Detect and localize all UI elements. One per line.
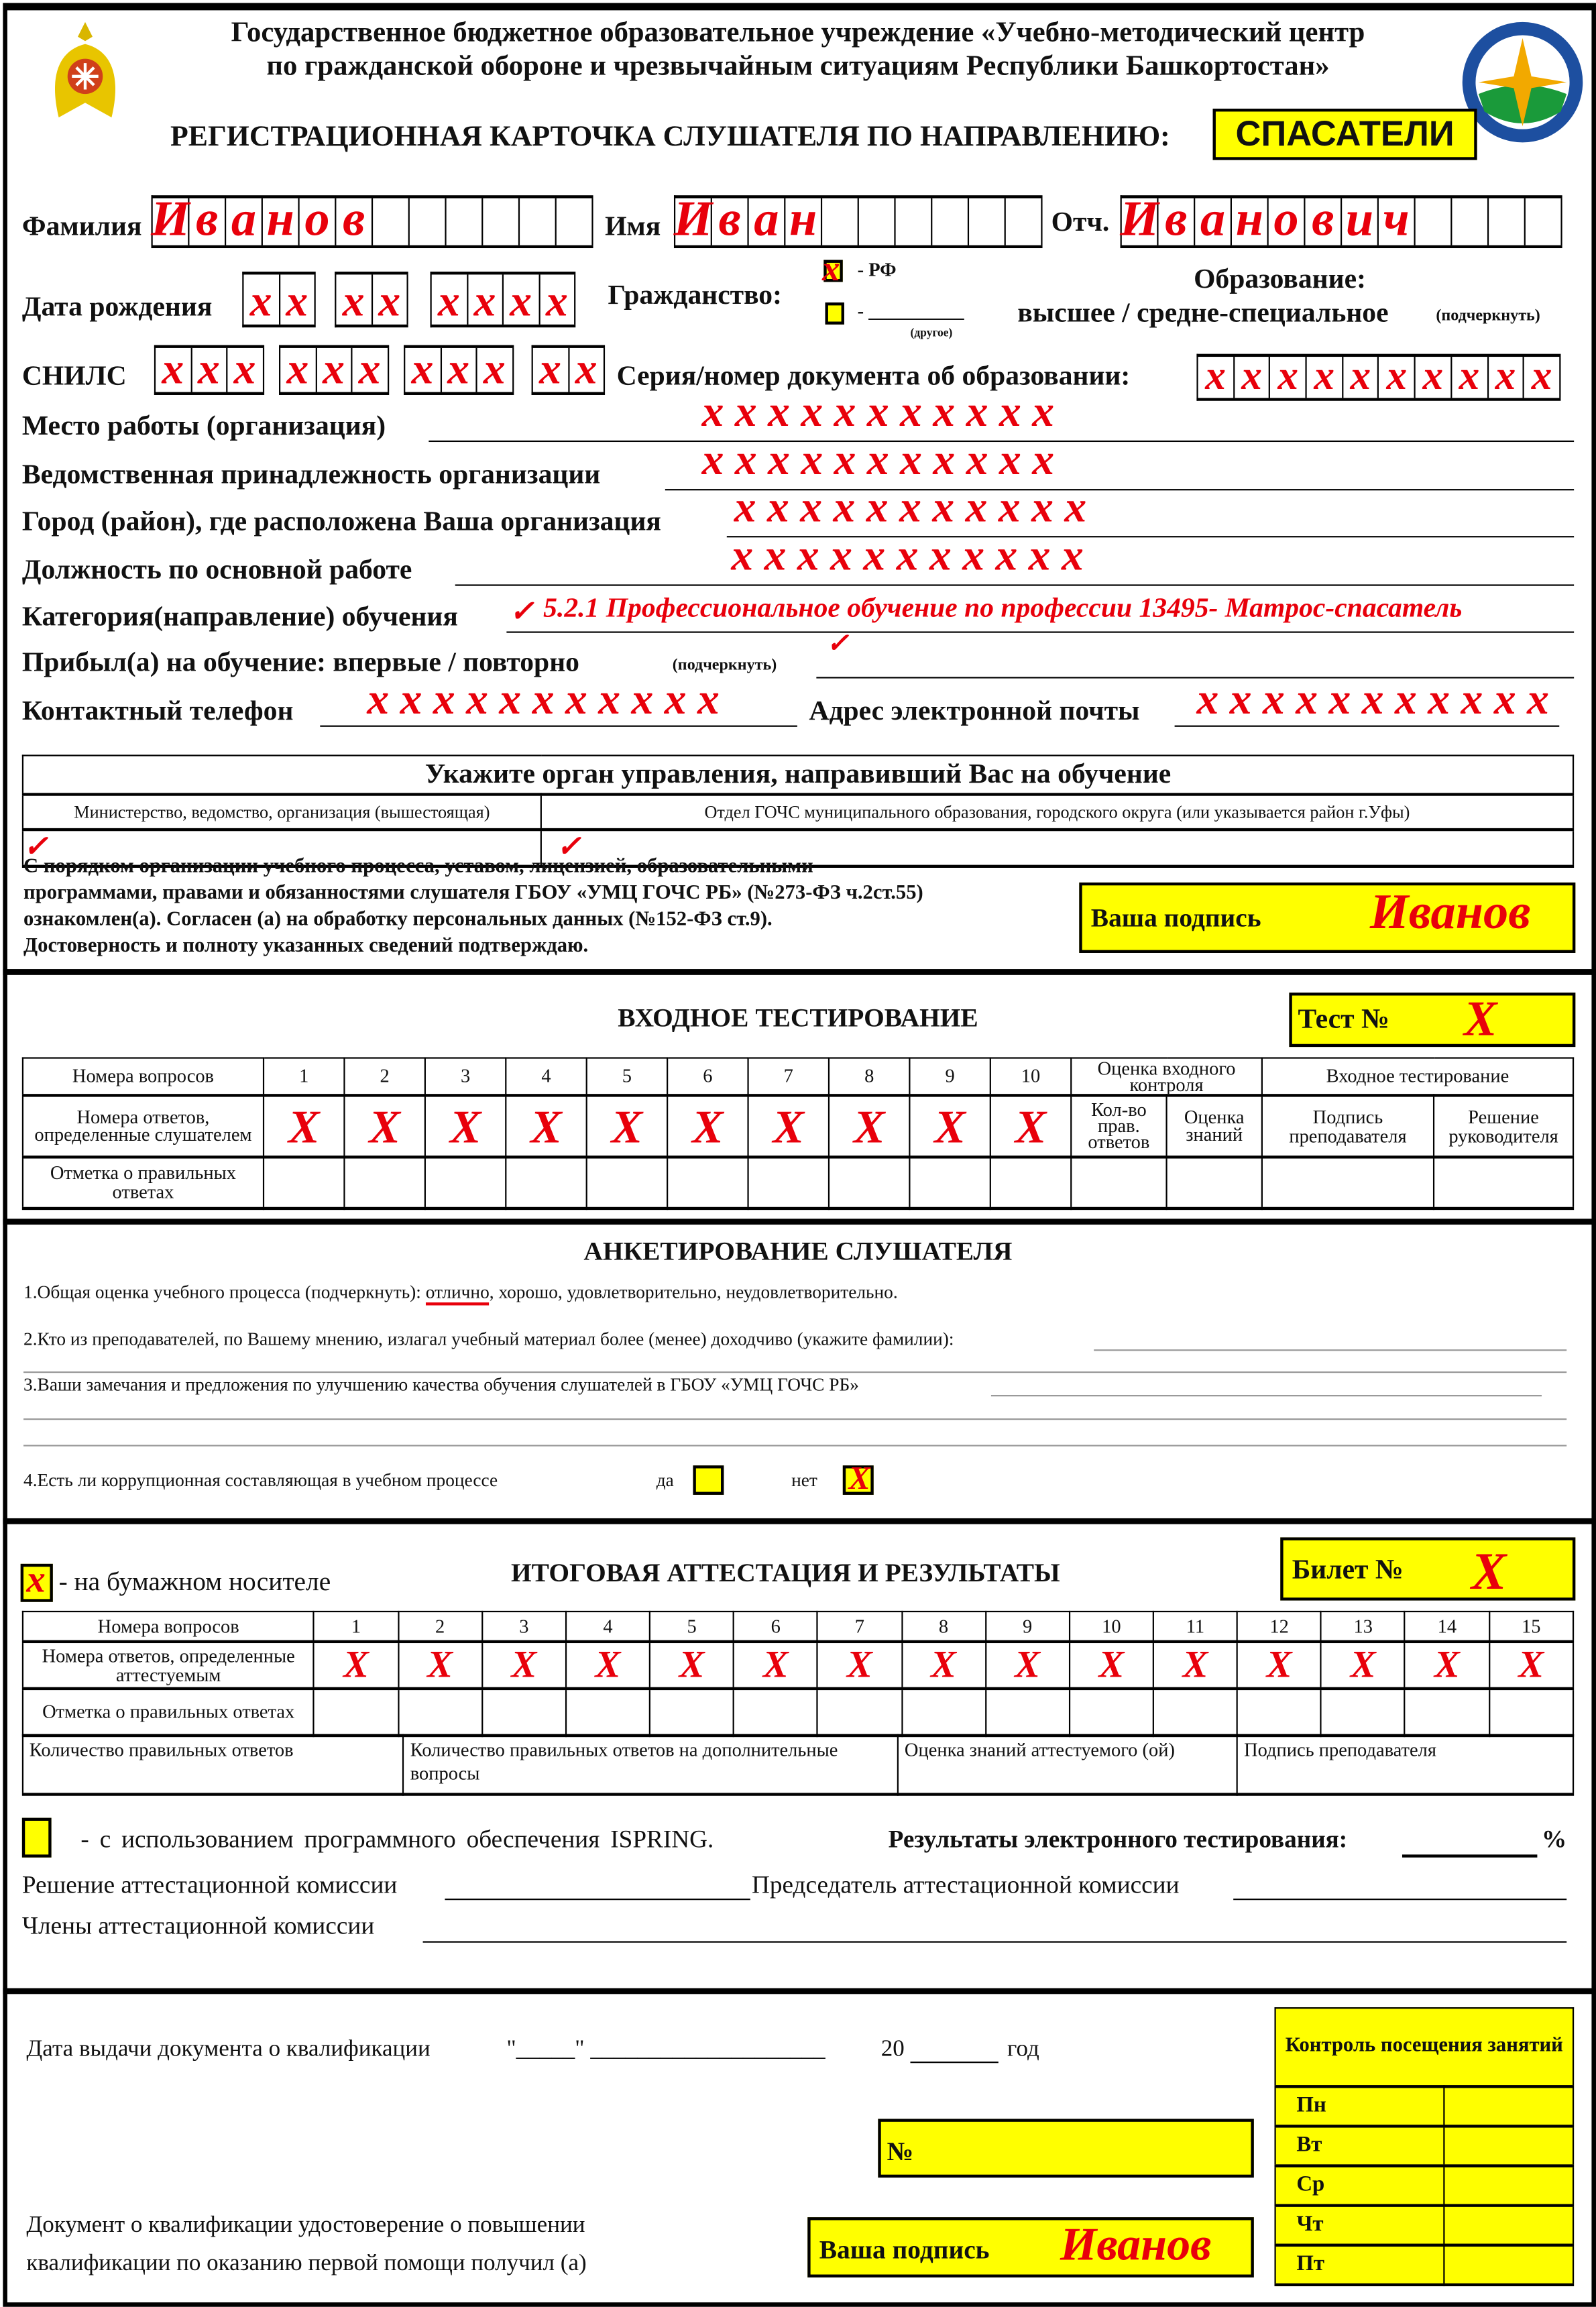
row-label-marks: Отметка о правильных ответах [23, 1688, 315, 1735]
consent-line: Достоверность и полноту указанных сведений подтверждаю. [23, 935, 589, 958]
category-check: ✓ [509, 596, 534, 629]
surname-letter-cell[interactable]: в [189, 199, 226, 245]
answer-cell[interactable]: X [482, 1641, 566, 1688]
consent-line: ознакомлен(а). Согласен (а) на обработку персональных данных (№152-ФЗ ст.9). [23, 909, 773, 932]
survey-q1-options: , хорошо, удовлетворительно, неудовлетворительно. [489, 1282, 898, 1303]
authority-title: Укажите орган управления, направивший Вас на обучение [23, 755, 1573, 793]
answer-cell[interactable]: X [1153, 1641, 1237, 1688]
section-divider [3, 1219, 1596, 1225]
answer-cell[interactable]: X [566, 1641, 650, 1688]
question-number: 7 [817, 1612, 901, 1641]
birth-date-cell[interactable]: x [243, 274, 280, 324]
signature-box[interactable] [1079, 883, 1575, 953]
snils-cell[interactable]: x [352, 348, 388, 392]
edu-doc-cell[interactable]: x [1343, 357, 1379, 398]
survey-q2-answer-line[interactable] [23, 1371, 1566, 1373]
education-note: (подчеркнуть) [1436, 306, 1540, 325]
summary-cell[interactable]: Подпись преподавателя [1237, 1735, 1573, 1794]
position-value[interactable]: x x x x x x x x x x x [731, 531, 1084, 580]
citizenship-other-checkbox[interactable] [825, 302, 844, 325]
mark-cell[interactable] [264, 1156, 344, 1208]
mark-cell[interactable] [986, 1688, 1070, 1735]
survey-q2-answer[interactable] [1094, 1349, 1566, 1351]
mark-cell[interactable] [1262, 1156, 1434, 1208]
summary-cell[interactable]: Количество правильных ответов на дополнительные вопросы [404, 1735, 898, 1794]
direction-badge: СПАСАТЕЛИ [1213, 109, 1477, 160]
patronymic-letter-cell[interactable]: в [1159, 199, 1196, 245]
attendance-title: Контроль посещения занятий [1275, 2008, 1573, 2086]
question-number: 12 [1237, 1612, 1321, 1641]
answer-cell[interactable]: X [1405, 1641, 1489, 1688]
head-decision-header: Решение руководителя [1434, 1094, 1573, 1156]
email-underline [1175, 726, 1560, 727]
entry-test-table [22, 1057, 1574, 1209]
phone-label: Контактный телефон [21, 695, 294, 727]
authority-check1[interactable]: ✓ [23, 831, 48, 864]
citizenship-other-field[interactable]: - __________ [857, 299, 964, 322]
question-number: 4 [566, 1612, 650, 1641]
mark-cell[interactable] [667, 1156, 748, 1208]
mark-cell[interactable] [650, 1688, 734, 1735]
answer-cell[interactable]: X [986, 1641, 1070, 1688]
surname-letter-cell[interactable]: в [336, 199, 373, 245]
edu-doc-cell[interactable]: x [1488, 357, 1524, 398]
paper-label: - на бумажном носителе [58, 1567, 331, 1596]
ticket-number-label: Билет № [1292, 1555, 1404, 1586]
work-value[interactable]: x x x x x x x x x x x [701, 388, 1055, 437]
umc-logo-icon [1458, 17, 1587, 147]
attendance-mark-cell[interactable] [1444, 2205, 1573, 2245]
answer-cell[interactable]: X [314, 1641, 398, 1688]
answer-cell[interactable]: X [344, 1094, 424, 1156]
category-label: Категория(направление) обучения [21, 602, 458, 633]
test-number-box[interactable] [1289, 993, 1575, 1047]
summary-cell[interactable]: Оценка знаний аттестуемого (ой) [898, 1735, 1237, 1794]
answer-cell[interactable]: X [734, 1641, 817, 1688]
birth-date-cell[interactable]: x [467, 274, 504, 324]
authority-table [22, 754, 1574, 866]
answer-cell[interactable]: X [1237, 1641, 1321, 1688]
snils-cell[interactable]: x [533, 348, 569, 392]
consent-text [23, 854, 923, 960]
patronymic-letter-cell[interactable]: а [1195, 199, 1232, 245]
document-number-box[interactable] [878, 2119, 1254, 2178]
phone-value[interactable]: x x x x x x x x x x x [367, 675, 720, 724]
surname-letter-cell[interactable]: н [263, 199, 300, 245]
edu-doc-cell[interactable]: x [1235, 357, 1271, 398]
received-line2: квалификации по оказанию первой помощи получил (а) [26, 2251, 587, 2276]
issue-year-field[interactable] [910, 2062, 998, 2063]
row-label-answers: Номера ответов, определенные аттестуемым [23, 1641, 315, 1688]
results-percent: % [1541, 1825, 1567, 1854]
mark-cell[interactable] [829, 1156, 909, 1208]
patronymic-label: Отч. [1051, 207, 1110, 238]
survey-q1 [23, 1282, 898, 1304]
answer-cell[interactable]: X [1321, 1641, 1405, 1688]
question-number: 1 [314, 1612, 398, 1641]
members-field[interactable] [423, 1942, 1567, 1943]
authority-check2[interactable]: ✓ [556, 831, 581, 864]
mark-cell[interactable] [734, 1688, 817, 1735]
ispring-checkbox[interactable] [22, 1818, 52, 1858]
issue-signature-value: Иванов [1060, 2217, 1212, 2270]
patronymic-letter-cell[interactable]: в [1305, 199, 1342, 245]
survey-yes-label: да [656, 1469, 674, 1491]
surname-field[interactable] [151, 192, 593, 248]
mark-cell[interactable] [990, 1156, 1071, 1208]
correct-count-header: Кол-во прав. ответов [1071, 1094, 1166, 1156]
question-number: 2 [398, 1612, 482, 1641]
answer-cell[interactable]: X [748, 1094, 829, 1156]
attendance-table [1274, 2007, 1574, 2286]
question-number: 8 [901, 1612, 985, 1641]
mark-cell[interactable] [1434, 1156, 1573, 1208]
surname-letter-cell[interactable]: И [151, 192, 190, 247]
dept-value[interactable]: x x x x x x x x x x x [701, 436, 1055, 485]
question-number: 3 [425, 1058, 506, 1095]
patronymic-letter-cell[interactable]: И [1120, 192, 1159, 247]
survey-q3-answer-line[interactable] [23, 1418, 1566, 1420]
birth-date-cell[interactable]: x [540, 274, 576, 324]
mark-cell[interactable] [1070, 1688, 1153, 1735]
phone-underline [320, 726, 797, 727]
education-label: Образование: [1194, 264, 1366, 296]
eval-header: Оценка входного контроля [1071, 1058, 1262, 1095]
issue-signature-box[interactable] [807, 2217, 1254, 2277]
name-letter-cell[interactable]: н [785, 199, 822, 245]
birth-date-cell[interactable]: x [504, 274, 540, 324]
patronymic-letter-cell[interactable]: о [1269, 199, 1306, 245]
question-number: 10 [1070, 1612, 1153, 1641]
patronymic-letter-cell[interactable] [1416, 199, 1452, 245]
issue-year-suffix: год [1007, 2036, 1039, 2062]
surname-letter-cell[interactable] [447, 199, 483, 245]
position-label: Должность по основной работе [21, 555, 412, 586]
snils-group[interactable] [532, 345, 605, 395]
consent-line: программами, правами и обязанностями слушателя ГБОУ «УМЦ ГОЧС РБ» (№273-ФЗ ч.2ст.55) [23, 882, 923, 905]
issue-signature-label: Ваша подпись [819, 2235, 990, 2265]
patronymic-letter-cell[interactable]: ч [1379, 199, 1416, 245]
arrived-note: (подчеркнуть) [672, 656, 777, 674]
survey-q4: 4.Есть ли коррупционная составляющая в учебном процессе [23, 1469, 498, 1491]
issue-year-prefix: 20 [880, 2036, 905, 2062]
birth-date-cell[interactable]: x [336, 274, 372, 324]
grade-header: Оценка знаний [1167, 1094, 1262, 1156]
mark-cell[interactable] [344, 1156, 424, 1208]
question-number: 6 [667, 1058, 748, 1095]
surname-label: Фамилия [21, 211, 142, 243]
section-divider [3, 1988, 1596, 1994]
attendance-mark-cell[interactable] [1444, 2165, 1573, 2204]
received-line1: Документ о квалификации удостоверение о повышении [26, 2212, 585, 2238]
edu-doc-label: Серия/номер документа об образовании: [616, 361, 1131, 392]
row-label-questions: Номера вопросов [23, 1612, 315, 1641]
edu-doc-cell[interactable]: x [1271, 357, 1307, 398]
final-summary-table [22, 1734, 1574, 1795]
name-letter-cell[interactable]: И [673, 192, 713, 247]
issue-date-field[interactable]: "_____" ____________________ [506, 2036, 825, 2062]
answer-cell[interactable]: X [650, 1641, 734, 1688]
survey-no-label: нет [791, 1469, 817, 1491]
edu-doc-cell[interactable]: x [1198, 357, 1235, 398]
authority-col2: Отдел ГОЧС муниципального образования, городского округа (или указывается район г.Уфы) [541, 793, 1573, 829]
name-letter-cell[interactable]: а [749, 199, 786, 245]
answer-cell[interactable]: X [909, 1094, 990, 1156]
citizenship-rf-mark: x [822, 251, 840, 290]
question-number: 6 [734, 1612, 817, 1641]
attendance-day: Чт [1275, 2205, 1444, 2245]
mark-cell[interactable] [1321, 1688, 1405, 1735]
edu-doc-cell[interactable]: x [1416, 357, 1452, 398]
row-label-marks: Отметка о правильных ответах [23, 1156, 264, 1208]
row-label-questions: Номера вопросов [23, 1058, 264, 1095]
members-label: Члены аттестационной комиссии [21, 1911, 375, 1940]
snils-group[interactable] [279, 345, 388, 395]
attendance-day: Вт [1275, 2125, 1444, 2165]
surname-letter-cell[interactable] [373, 199, 410, 245]
question-number: 4 [506, 1058, 586, 1095]
survey-q2: 2.Кто из преподавателей, по Вашему мнению, излагал учебный материал более (менее) доходчиво (укажите фамилии): [23, 1329, 954, 1350]
answer-cell[interactable]: X [506, 1094, 586, 1156]
mark-cell[interactable] [909, 1156, 990, 1208]
name-letter-cell[interactable]: в [712, 199, 749, 245]
issue-date-label: Дата выдачи документа о квалификации [26, 2036, 431, 2062]
birth-date-cell[interactable]: x [372, 274, 408, 324]
survey-no-checkbox[interactable] [843, 1459, 874, 1497]
name-letter-cell[interactable] [822, 199, 859, 245]
question-number: 11 [1153, 1612, 1237, 1641]
birth-date-group[interactable] [335, 272, 408, 327]
question-number: 13 [1321, 1612, 1405, 1641]
answer-cell[interactable]: X [901, 1641, 985, 1688]
snils-cell[interactable]: x [441, 348, 477, 392]
education-options[interactable]: высшее / средне-специальное [1017, 298, 1389, 329]
results-label: Результаты электронного тестирования: [888, 1825, 1348, 1854]
surname-letter-cell[interactable] [483, 199, 520, 245]
survey-yes-checkbox[interactable] [693, 1465, 724, 1495]
attendance-mark-cell[interactable] [1444, 2086, 1573, 2125]
surname-letter-cell[interactable] [520, 199, 557, 245]
mark-cell[interactable] [506, 1156, 586, 1208]
question-number: 10 [990, 1058, 1071, 1095]
final-title: ИТОГОВАЯ АТТЕСТАЦИЯ И РЕЗУЛЬТАТЫ [510, 1558, 1060, 1587]
patronymic-letter-cell[interactable]: и [1342, 199, 1379, 245]
edu-doc-field[interactable] [1196, 354, 1560, 401]
question-number: 9 [986, 1612, 1070, 1641]
mark-cell[interactable] [1489, 1688, 1573, 1735]
question-number: 5 [587, 1058, 667, 1095]
question-number: 1 [264, 1058, 344, 1095]
test-header: Входное тестирование [1262, 1058, 1573, 1095]
question-number: 14 [1405, 1612, 1489, 1641]
edu-doc-cell[interactable]: x [1307, 357, 1343, 398]
question-number: 7 [748, 1058, 829, 1095]
snils-cell[interactable]: x [317, 348, 353, 392]
citizenship-rf-label: - РФ [857, 258, 897, 281]
question-number: 3 [482, 1612, 566, 1641]
survey-q3-answer[interactable] [991, 1395, 1542, 1396]
section-divider [3, 969, 1596, 975]
test-number-label: Тест № [1298, 1004, 1389, 1035]
attendance-mark-cell[interactable] [1444, 2125, 1573, 2165]
section-divider [3, 1518, 1596, 1524]
question-number: 15 [1489, 1612, 1573, 1641]
name-letter-cell[interactable] [969, 199, 1006, 245]
surname-letter-cell[interactable] [410, 199, 447, 245]
row-label-answers: Номера ответов, определенные слушателем [23, 1094, 264, 1156]
answer-cell[interactable]: X [1489, 1641, 1573, 1688]
mark-cell[interactable] [587, 1156, 667, 1208]
authority-col1: Министерство, ведомство, организация (вышестоящая) [23, 793, 541, 829]
mark-cell[interactable] [314, 1688, 398, 1735]
test-number-value: X [1463, 993, 1497, 1048]
attendance-day: Пт [1275, 2245, 1444, 2284]
patronymic-letter-cell[interactable] [1452, 199, 1489, 245]
chair-label: Председатель аттестационной комиссии [752, 1870, 1180, 1899]
results-field[interactable] [1402, 1854, 1537, 1857]
category-underline [506, 631, 1574, 632]
surname-letter-cell[interactable] [557, 199, 593, 245]
question-number: 2 [344, 1058, 424, 1095]
citizenship-label: Гражданство: [608, 280, 782, 312]
email-label: Адрес электронной почты [809, 695, 1140, 727]
dept-label: Ведомственная принадлежность организации [21, 459, 601, 491]
survey-title: АНКЕТИРОВАНИЕ СЛУШАТЕЛЯ [583, 1236, 1013, 1266]
snils-cell[interactable]: x [156, 348, 192, 392]
card-title: РЕГИСТРАЦИОННАЯ КАРТОЧКА СЛУШАТЕЛЯ ПО НАПРАВЛЕНИЮ: [170, 120, 1170, 153]
snils-group[interactable] [404, 345, 513, 395]
birth-date-cell[interactable]: x [280, 274, 316, 324]
attendance-day: Пн [1275, 2086, 1444, 2125]
work-label: Место работы (организация) [21, 411, 386, 443]
institution-name-line2: по гражданской обороне и чрезвычайным ситуациям Республики Башкортостан» [266, 51, 1330, 82]
city-label: Город (район), где расположена Ваша организация [21, 506, 661, 538]
survey-q3: 3.Ваши замечания и предложения по улучшению качества обучения слушателей в ГБОУ «УМЦ ГОЧС РБ» [23, 1374, 859, 1396]
summary-cell[interactable]: Количество правильных ответов [23, 1735, 404, 1794]
arrived-label: Прибыл(а) на обучение: впервые / повторно [21, 647, 579, 679]
paper-checkbox[interactable] [21, 1558, 53, 1602]
edu-doc-cell[interactable]: x [1379, 357, 1416, 398]
answer-cell[interactable]: X [587, 1094, 667, 1156]
surname-letter-cell[interactable]: а [226, 199, 263, 245]
mark-cell[interactable] [1071, 1156, 1166, 1208]
ticket-number-box[interactable] [1280, 1537, 1575, 1600]
question-number: 9 [909, 1058, 990, 1095]
ispring-label: - с использованием программного обеспечения ISPRING. [80, 1825, 714, 1854]
patronymic-letter-cell[interactable]: н [1232, 199, 1269, 245]
patronymic-field[interactable] [1120, 192, 1562, 248]
institution-name-line1: Государственное бюджетное образовательное учреждение «Учебно-методический центр [231, 17, 1365, 49]
position-underline [455, 584, 1574, 585]
survey-q3-answer-line[interactable] [23, 1445, 1566, 1446]
answer-cell[interactable]: X [667, 1094, 748, 1156]
category-value[interactable]: 5.2.1 Профессиональное обучение по профессии 13495- Матрос-спасатель [543, 593, 1463, 624]
survey-q1-selected[interactable]: отлично [426, 1282, 490, 1305]
citizenship-rf-checkbox[interactable] [822, 251, 842, 290]
mark-cell[interactable] [901, 1688, 985, 1735]
patronymic-letter-cell[interactable] [1489, 199, 1526, 245]
final-test-table [22, 1611, 1574, 1736]
snils-cell[interactable]: x [280, 348, 317, 392]
birth-date-group[interactable] [242, 272, 315, 327]
mark-cell[interactable] [1237, 1688, 1321, 1735]
snils-cell[interactable]: x [227, 348, 264, 392]
city-value[interactable]: x x x x x x x x x x x [734, 483, 1087, 532]
attendance-day: Ср [1275, 2165, 1444, 2204]
signature-value: Иванов [1369, 885, 1531, 940]
decision-field[interactable] [445, 1899, 750, 1900]
snils-cell[interactable]: x [569, 348, 605, 392]
email-value[interactable]: x x x x x x x x x x x [1196, 675, 1549, 724]
answer-cell[interactable]: X [398, 1641, 482, 1688]
mark-cell[interactable] [398, 1688, 482, 1735]
name-letter-cell[interactable] [859, 199, 896, 245]
birth-label: Дата рождения [21, 292, 213, 323]
edu-doc-cell[interactable]: x [1524, 357, 1560, 398]
snils-cell[interactable]: x [477, 348, 514, 392]
mark-cell[interactable] [566, 1688, 650, 1735]
snils-cell[interactable]: x [192, 348, 228, 392]
answer-cell[interactable]: X [425, 1094, 506, 1156]
paper-mark: x [26, 1558, 46, 1601]
mark-cell[interactable] [425, 1156, 506, 1208]
snils-label: СНИЛС [21, 361, 127, 392]
ticket-number-value: X [1471, 1541, 1507, 1601]
patronymic-letter-cell[interactable] [1526, 199, 1562, 245]
mark-cell[interactable] [482, 1688, 566, 1735]
mark-cell[interactable] [817, 1688, 901, 1735]
name-field[interactable] [673, 192, 1043, 248]
mark-cell[interactable] [1153, 1688, 1237, 1735]
survey-q1-text: 1.Общая оценка учебного процесса (подчеркнуть): [23, 1282, 426, 1303]
arrived-check: ✓ [826, 628, 849, 658]
question-number: 8 [829, 1058, 909, 1095]
signature-label: Ваша подпись [1090, 903, 1261, 933]
mark-cell[interactable] [1167, 1156, 1262, 1208]
teacher-sign-header: Подпись преподавателя [1262, 1094, 1434, 1156]
mark-cell[interactable] [748, 1156, 829, 1208]
answer-cell[interactable]: X [990, 1094, 1071, 1156]
name-label: Имя [605, 211, 661, 243]
attendance-mark-cell[interactable] [1444, 2245, 1573, 2284]
name-letter-cell[interactable] [932, 199, 969, 245]
document-number-label: № [887, 2136, 914, 2166]
name-letter-cell[interactable] [896, 199, 933, 245]
question-number: 5 [650, 1612, 734, 1641]
answer-cell[interactable]: X [829, 1094, 909, 1156]
snils-cell[interactable]: x [405, 348, 441, 392]
birth-date-cell[interactable]: x [432, 274, 468, 324]
edu-doc-cell[interactable]: x [1452, 357, 1488, 398]
chair-field[interactable] [1233, 1899, 1566, 1900]
answer-cell[interactable]: X [1070, 1641, 1153, 1688]
decision-label: Решение аттестационной комиссии [21, 1870, 398, 1899]
mark-cell[interactable] [1405, 1688, 1489, 1735]
consent-line: С порядком организации учебного процесса, уставом, лицензией, образовательными [23, 856, 813, 879]
birth-date-group[interactable] [431, 272, 576, 327]
answer-cell[interactable]: X [817, 1641, 901, 1688]
survey-no-mark: X [848, 1459, 870, 1497]
surname-letter-cell[interactable]: о [300, 199, 337, 245]
entry-test-title: ВХОДНОЕ ТЕСТИРОВАНИЕ [618, 1003, 978, 1033]
name-letter-cell[interactable] [1006, 199, 1043, 245]
citizenship-other-note: (другое) [910, 326, 953, 339]
snils-group[interactable] [154, 345, 264, 395]
answer-cell[interactable]: X [264, 1094, 344, 1156]
